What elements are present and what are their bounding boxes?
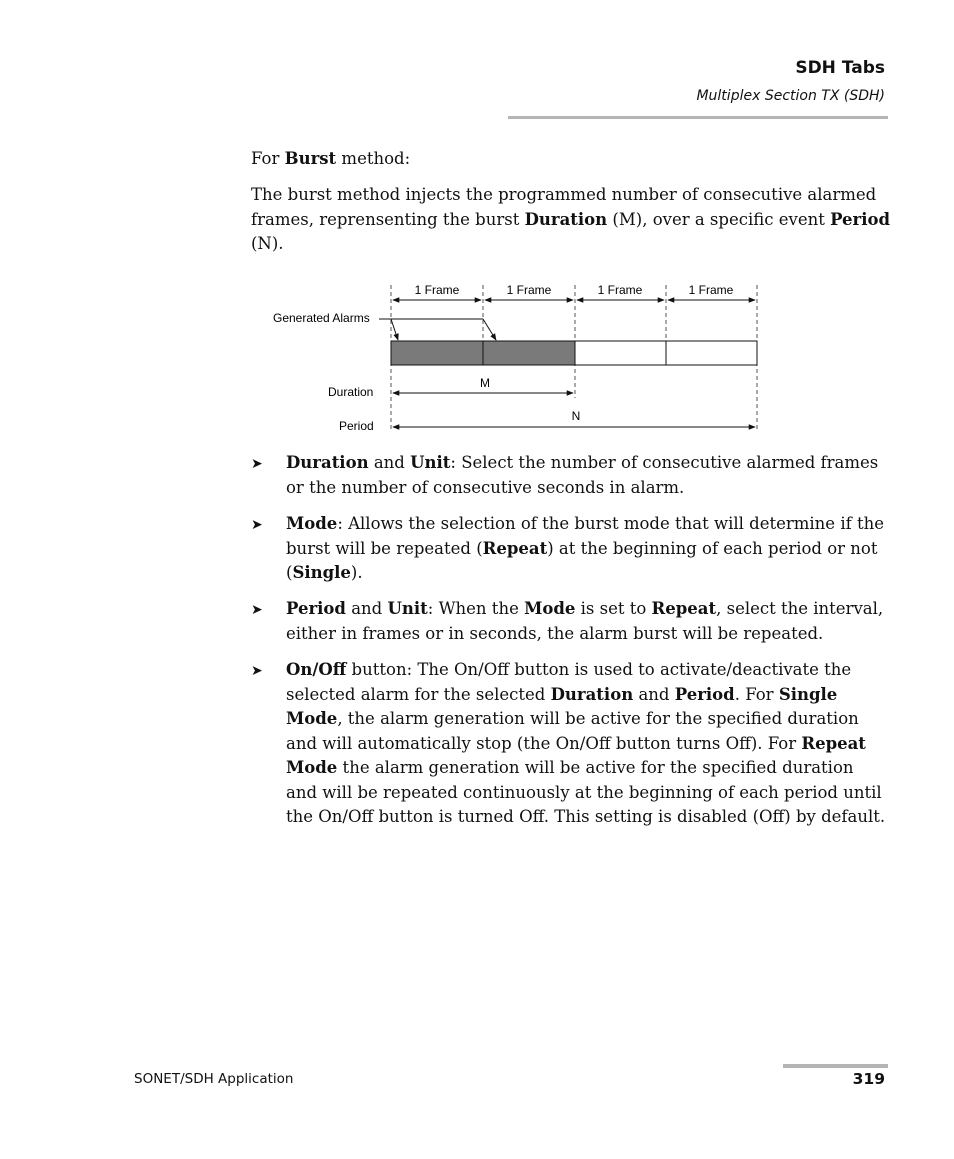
bold-term: Burst — [284, 149, 337, 168]
bullet-duration-unit — [251, 451, 891, 500]
bullet-arrow-icon: ➤ — [251, 456, 263, 472]
text-span: method: — [336, 149, 411, 168]
bold-term: Period — [830, 209, 891, 229]
bold-term: Single Mode — [286, 684, 838, 728]
generated-alarms-label: Generated Alarms — [273, 311, 370, 325]
text-span: button: The On/Off button is used to activate/deactivate the selected alarm for the selected — [286, 660, 852, 704]
text-span: : Allows the selection of the burst mode that will determine if the burst will be repeated ( — [286, 514, 884, 558]
alarm-pointers — [379, 319, 496, 340]
period-label: Period — [339, 419, 374, 433]
text-span: . For — [734, 684, 779, 704]
bold-term: Period — [286, 599, 346, 618]
text-span: , select the interval, either in frames or in seconds, the alarm burst will be repeated. — [286, 599, 884, 643]
page-number: 319 — [852, 1070, 885, 1088]
bullet-arrow-icon: ➤ — [251, 663, 263, 679]
text-span: the alarm generation will be active for the specified duration and will be repeated continuously at the beginning of each period until the On/Off button is turned Off. This setting is disabled (Off) by default. — [286, 758, 886, 826]
text-span: The burst method injects the programmed number of consecutive alarmed frames, reprensenting the burst — [251, 185, 877, 229]
text-span: ). — [350, 563, 363, 582]
text-span: ) at the beginning of each period or not ( — [286, 538, 878, 582]
text-span: and — [633, 684, 675, 704]
bullet-arrow-icon: ➤ — [251, 602, 263, 618]
m-label: M — [480, 376, 490, 390]
text-span: : Select the number of consecutive alarmed frames or the number of consecutive seconds in alarm. — [286, 453, 879, 497]
section-subtitle: Multiplex Section TX (SDH) — [696, 88, 885, 104]
bold-term: Duration — [286, 453, 369, 472]
bold-term: Single — [292, 563, 351, 582]
bullet-text — [286, 512, 886, 586]
bold-term: Mode — [524, 599, 576, 618]
bold-term: Unit — [387, 599, 428, 618]
section-title: SDH Tabs — [795, 58, 885, 78]
intro-paragraph-1 — [251, 147, 891, 172]
bullet-period-unit — [251, 597, 891, 646]
bullet-arrow-icon: ➤ — [251, 517, 263, 533]
bold-term: On/Off — [286, 660, 347, 679]
frame-label-4: 1 Frame — [688, 283, 734, 297]
alarmed-frame-2 — [483, 341, 575, 365]
burst-diagram — [270, 280, 770, 439]
alarmed-frame-1 — [391, 341, 483, 365]
bullet-mode — [251, 512, 891, 586]
frame-label-3: 1 Frame — [597, 283, 643, 297]
bold-term: Unit — [410, 453, 451, 472]
bold-term: Period — [674, 684, 735, 704]
bold-term: Duration — [524, 209, 608, 229]
bold-term: Repeat — [482, 538, 548, 558]
footer-rule — [783, 1064, 888, 1068]
bullet-text — [286, 451, 886, 500]
burst-diagram-svg — [270, 280, 770, 435]
intro-paragraph-2 — [251, 183, 891, 257]
bold-term: Duration — [550, 684, 634, 704]
text-span: (N). — [251, 234, 284, 253]
text-span: For — [251, 149, 285, 168]
text-span: and — [368, 453, 411, 472]
duration-label: Duration — [328, 385, 374, 399]
bullet-on-off — [251, 658, 891, 830]
header-rule — [508, 116, 888, 119]
bold-term: Mode — [286, 514, 338, 533]
n-label: N — [571, 409, 581, 423]
text-span: : When the — [427, 599, 525, 618]
bold-term: Repeat Mode — [286, 733, 866, 777]
frame-label-2: 1 Frame — [506, 283, 552, 297]
normal-frame-4 — [666, 341, 757, 365]
text-span: is set to — [575, 599, 652, 618]
text-span: , the alarm generation will be active for the specified duration and will automatically stop (the On/Off button turns Off). For — [286, 709, 859, 753]
bullet-text — [286, 597, 886, 646]
footer-doc-title: SONET/SDH Application — [134, 1071, 294, 1087]
bold-term: Repeat — [651, 599, 717, 618]
text-span: and — [345, 599, 388, 618]
frame-label-1: 1 Frame — [414, 283, 460, 297]
text-span: (M), over a specific event — [607, 209, 831, 229]
normal-frame-3 — [575, 341, 666, 365]
bullet-text — [286, 658, 886, 830]
